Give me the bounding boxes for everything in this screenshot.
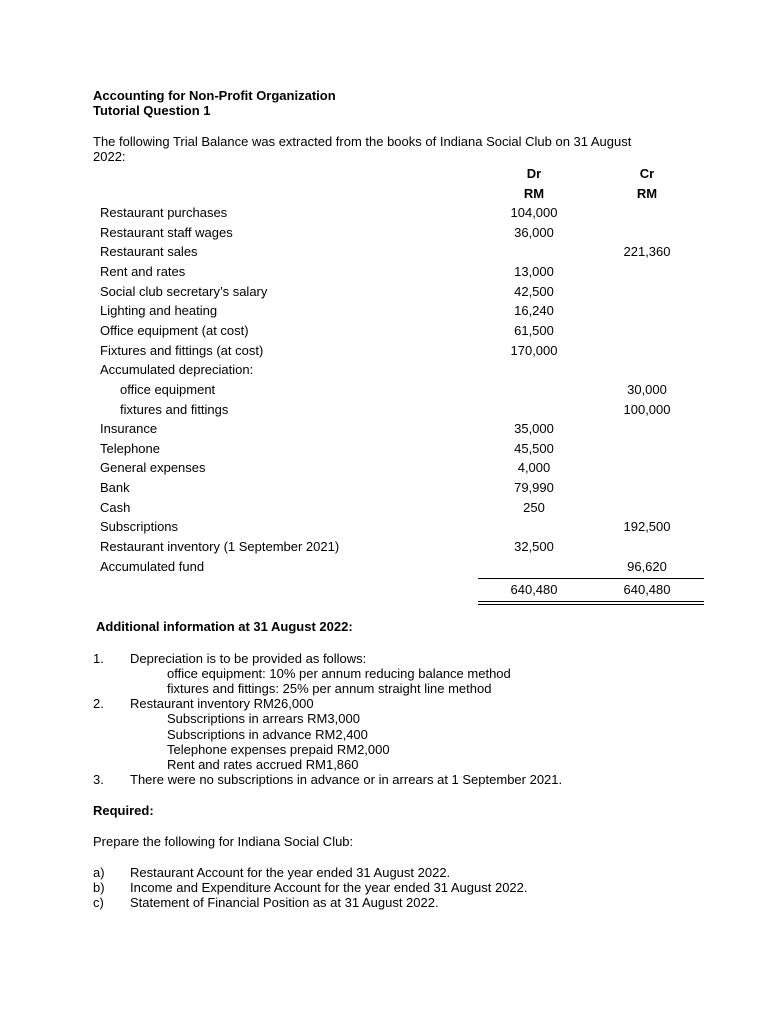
table-row: [0, 478, 768, 497]
account-label: Subscriptions: [100, 519, 179, 534]
table-row: [0, 223, 768, 242]
debit-value: 104,000: [510, 205, 558, 220]
table-row: [0, 458, 768, 477]
cr-unit: RM: [636, 186, 658, 201]
debit-value: 32,500: [514, 539, 554, 554]
total-top-rule: [478, 578, 704, 579]
table-row: [0, 517, 768, 536]
credit-value: 192,500: [623, 519, 671, 534]
table-row: [0, 419, 768, 438]
account-label: Restaurant sales: [100, 244, 198, 259]
debit-value: 45,500: [514, 441, 554, 456]
debit-value: 4,000: [517, 460, 551, 475]
table-row: [0, 282, 768, 301]
total-double-rule-2: [478, 604, 704, 605]
list-subitem: Telephone expenses prepaid RM2,000: [167, 742, 390, 757]
table-row: [0, 380, 768, 399]
list-item: Statement of Financial Position as at 31 August 2022.: [130, 895, 439, 910]
total-dr: 640,480: [510, 582, 558, 597]
list-number: 2.: [93, 696, 104, 711]
list-item: Depreciation is to be provided as follows:: [130, 651, 367, 666]
account-label: office equipment: [120, 382, 216, 397]
list-number: 1.: [93, 651, 104, 666]
table-row: [0, 400, 768, 419]
table-row: [0, 537, 768, 556]
required-intro: Prepare the following for Indiana Social Club:: [93, 834, 354, 849]
table-row: [0, 321, 768, 340]
list-subitem: office equipment: 10% per annum reducing balance method: [167, 666, 511, 681]
account-label: Accumulated depreciation:: [100, 362, 254, 377]
credit-value: 96,620: [627, 559, 667, 574]
list-subitem: Subscriptions in arrears RM3,000: [167, 711, 360, 726]
account-label: Fixtures and fittings (at cost): [100, 343, 264, 358]
intro-line-2: 2022:: [93, 149, 126, 164]
table-row: [0, 301, 768, 320]
debit-value: 61,500: [514, 323, 554, 338]
list-subitem: fixtures and fittings: 25% per annum straight line method: [167, 681, 492, 696]
list-item: Restaurant Account for the year ended 31 August 2022.: [130, 865, 451, 880]
list-number: 3.: [93, 772, 104, 787]
debit-value: 79,990: [514, 480, 554, 495]
debit-value: 36,000: [514, 225, 554, 240]
debit-value: 170,000: [510, 343, 558, 358]
list-subitem: Rent and rates accrued RM1,860: [167, 757, 359, 772]
list-item: Restaurant inventory RM26,000: [130, 696, 314, 711]
additional-heading: Additional information at 31 August 2022:: [96, 619, 353, 634]
cr-header: Cr: [639, 166, 655, 181]
list-number: a): [93, 865, 105, 880]
document-title: Accounting for Non-Profit Organization: [93, 88, 336, 103]
list-number: c): [93, 895, 104, 910]
table-row: [0, 439, 768, 458]
account-label: Restaurant staff wages: [100, 225, 233, 240]
table-row: [0, 242, 768, 261]
debit-value: 35,000: [514, 421, 554, 436]
table-row: [0, 360, 768, 379]
account-label: General expenses: [100, 460, 206, 475]
table-row: [0, 262, 768, 281]
required-heading: Required:: [93, 803, 154, 818]
table-row: [0, 203, 768, 222]
credit-value: 100,000: [623, 402, 671, 417]
total-double-rule-1: [478, 601, 704, 602]
account-label: Insurance: [100, 421, 158, 436]
account-label: Cash: [100, 500, 131, 515]
table-row: [0, 498, 768, 517]
account-label: Restaurant inventory (1 September 2021): [100, 539, 340, 554]
debit-value: 42,500: [514, 284, 554, 299]
list-item: Income and Expenditure Account for the year ended 31 August 2022.: [130, 880, 528, 895]
table-row: [0, 557, 768, 576]
account-label: Bank: [100, 480, 130, 495]
list-item: There were no subscriptions in advance or in arrears at 1 September 2021.: [130, 772, 563, 787]
dr-header: Dr: [526, 166, 542, 181]
table-row: [0, 341, 768, 360]
debit-value: 13,000: [514, 264, 554, 279]
account-label: Restaurant purchases: [100, 205, 228, 220]
credit-value: 30,000: [627, 382, 667, 397]
intro-line-1: The following Trial Balance was extracted from the books of Indiana Social Club on 31 August: [93, 134, 632, 149]
debit-value: 16,240: [514, 303, 554, 318]
account-label: Rent and rates: [100, 264, 186, 279]
account-label: Office equipment (at cost): [100, 323, 249, 338]
dr-unit: RM: [523, 186, 545, 201]
credit-value: 221,360: [623, 244, 671, 259]
account-label: fixtures and fittings: [120, 402, 229, 417]
account-label: Telephone: [100, 441, 160, 456]
account-label: Social club secretary’s salary: [100, 284, 268, 299]
account-label: Lighting and heating: [100, 303, 218, 318]
account-label: Accumulated fund: [100, 559, 205, 574]
total-cr: 640,480: [623, 582, 671, 597]
list-number: b): [93, 880, 105, 895]
debit-value: 250: [523, 500, 545, 515]
list-subitem: Subscriptions in advance RM2,400: [167, 727, 368, 742]
document-subtitle: Tutorial Question 1: [93, 103, 211, 118]
